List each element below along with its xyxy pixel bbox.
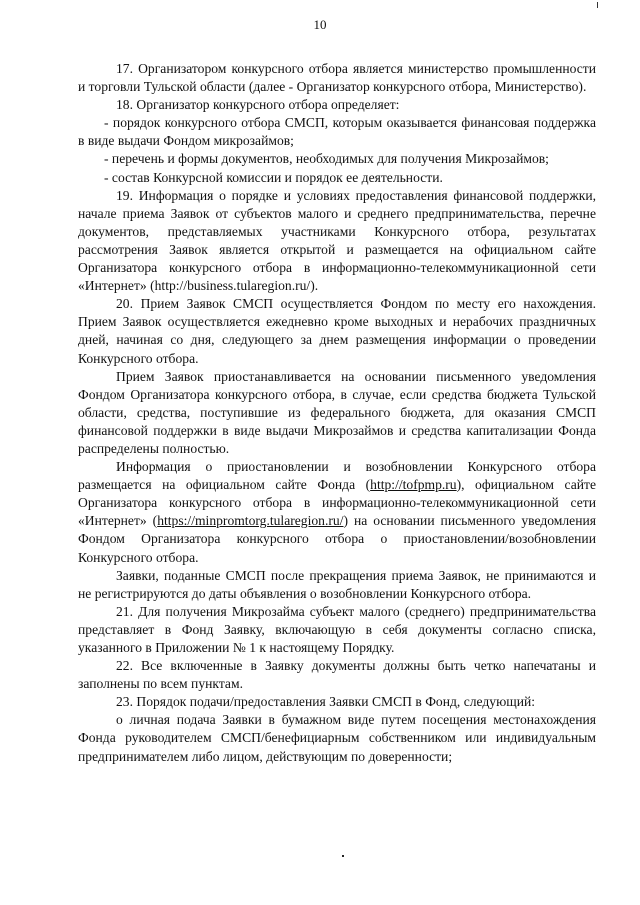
scan-mark-top	[597, 2, 598, 8]
paragraph-22: 22. Все включенные в Заявку документы должны быть четко напечатаны и заполнены по всем пунктам.	[78, 658, 596, 692]
paragraph-20-information	[78, 458, 596, 567]
page-number: 10	[313, 17, 327, 32]
paragraph-20-information-part-1: Информация о приостановлении и возобновлении Конкурсного отбора размещается на официальном сайте Фонда (	[78, 459, 596, 493]
paragraph-20-applications: Заявки, поданные СМСП после прекращения приема Заявок, не принимаются и не регистрируются до даты объявления о возобновлении Конкурсного отбора.	[78, 567, 596, 601]
document-body	[78, 60, 596, 766]
paragraph-18: 18. Организатор конкурсного отбора определяет:	[116, 97, 400, 113]
paragraph-18-item-1: - порядок конкурсного отбора СМСП, которым оказывается финансовая поддержка в виде выдачи Фондом микрозаймов;	[78, 115, 596, 149]
paragraph-23-item-1: о личная подача Заявки в бумажном виде путем посещения местонахождения Фонда руководителем СМСП/бенефициарным собственником или индивидуальным предпринимателем либо лицом, действующим по доверенности;	[78, 712, 596, 764]
scan-dot	[342, 855, 344, 857]
paragraph-21: 21. Для получения Микрозайма субъект малого (среднего) предпринимательства представляет в Фонд Заявку, включающую в себя документы согласно списка, указанного в Приложении № 1 к настоящему Порядку.	[78, 603, 596, 655]
paragraph-19: 19. Информация о порядке и условиях предоставления финансовой поддержки, начале приема Заявок от субъектов малого и среднего предпринимательства, перечне документов, представляемых участниками Конкурсного отбора, результатах рассмотрения Заявок является открытой и размещается на официальном сайте Организатора конкурсного отбора в информационно-телекоммуникационной сети «Интернет» (http://business.tularegion.ru/).	[78, 187, 596, 294]
paragraph-18-item-3: - состав Конкурсной комиссии и порядок ее деятельности.	[104, 169, 443, 185]
paragraph-23: 23. Порядок подачи/предоставления Заявки СМСП в Фонд, следующий:	[116, 694, 536, 710]
paragraph-17: 17. Организатором конкурсного отбора является министерство промышленности и торговли Тульской области (далее - Организатор конкурсного отбора, Министерство).	[78, 61, 596, 95]
paragraph-20-information-part-3: ) на основании письменного уведомления Фондом Организатора конкурсного отбора о приостановлении/возобновлении Конкурсного отбора.	[78, 513, 596, 565]
paragraph-20-information-part-2: ), официальном сайте Организатора конкурсного отбора в информационно-телекоммуникационной сети «Интернет» (	[78, 477, 596, 529]
paragraph-18-item-2: - перечень и формы документов, необходимых для получения Микрозаймов;	[104, 151, 549, 167]
ministry-site-link[interactable]: https://minpromtorg.tularegion.ru/	[157, 513, 344, 529]
fund-site-link[interactable]: http://tofpmp.ru	[370, 477, 457, 493]
paragraph-20-suspension: Прием Заявок приостанавливается на основании письменного уведомления Фондом Организатора конкурсного отбора, в случае, если средства бюджета Тульской области, средства, поступившие из федерального бюджета, для оказания СМСП финансовой поддержки в виде выдачи Микрозаймов и средства капитализации Фонда распределены полностью.	[78, 368, 596, 456]
paragraph-20: 20. Прием Заявок СМСП осуществляется Фондом по месту его нахождения. Прием Заявок осуществляется ежедневно кроме выходных и нерабочих праздничных дней, начиная со дня, следующего за днем размещения информации о проведении Конкурсного отбора.	[78, 296, 596, 366]
